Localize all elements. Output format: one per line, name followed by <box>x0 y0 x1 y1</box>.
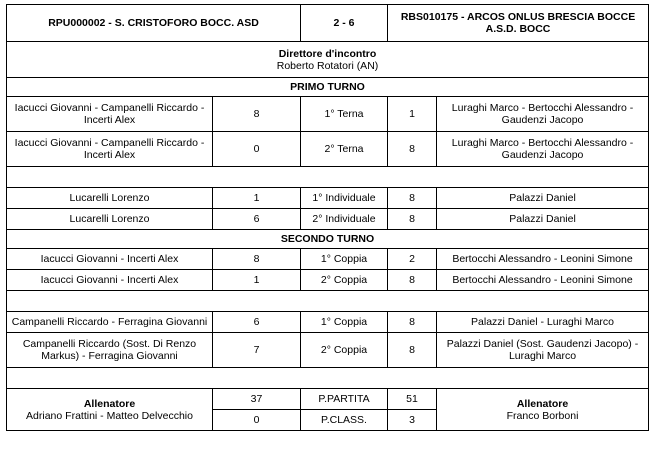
away-players: Bertocchi Alessandro - Leonini Simone <box>437 270 649 291</box>
home-players: Lucarelli Lorenzo <box>7 209 213 230</box>
match-report-sheet <box>6 4 648 451</box>
game-label: 2° Terna <box>301 132 388 167</box>
away-score: 8 <box>388 188 437 209</box>
home-score: 6 <box>213 312 301 333</box>
home-players: Iacucci Giovanni - Incerti Alex <box>7 249 213 270</box>
spacer-cell <box>7 291 649 312</box>
away-coach-label: Allenatore <box>516 397 569 410</box>
header-row <box>7 5 649 42</box>
away-score: 8 <box>388 270 437 291</box>
director-label: Direttore d'incontro <box>278 47 377 60</box>
home-score: 8 <box>213 97 301 132</box>
home-score: 0 <box>213 132 301 167</box>
home-players: Campanelli Riccardo - Ferragina Giovanni <box>7 312 213 333</box>
spacer-cell <box>7 368 649 389</box>
home-coach-names: Adriano Frattini - Matteo Delvecchio <box>26 409 193 422</box>
away-score: 2 <box>388 249 437 270</box>
game-label: 1° Terna <box>301 97 388 132</box>
first-round-title: PRIMO TURNO <box>7 78 649 97</box>
home-coach-label: Allenatore <box>83 397 136 410</box>
spacer-cell <box>7 167 649 188</box>
away-players: Luraghi Marco - Bertocchi Alessandro - Gaudenzi Jacopo <box>437 132 649 167</box>
director-cell <box>7 42 649 78</box>
table-row <box>7 209 649 230</box>
table-row <box>7 97 649 132</box>
spacer-row <box>7 167 649 188</box>
away-players: Palazzi Daniel <box>437 209 649 230</box>
home-partita-points: 37 <box>213 389 301 410</box>
away-players: Bertocchi Alessandro - Leonini Simone <box>437 249 649 270</box>
first-round-title-row <box>7 78 649 97</box>
away-players: Palazzi Daniel <box>437 188 649 209</box>
away-score: 8 <box>388 132 437 167</box>
footer-row-partita <box>7 389 649 410</box>
table-row <box>7 312 649 333</box>
game-label: 2° Individuale <box>301 209 388 230</box>
home-players: Iacucci Giovanni - Incerti Alex <box>7 270 213 291</box>
match-score: 2 - 6 <box>301 5 388 42</box>
away-class-points: 3 <box>388 410 437 431</box>
away-score: 8 <box>388 333 437 368</box>
second-round-title: SECONDO TURNO <box>7 230 649 249</box>
away-players: Palazzi Daniel (Sost. Gaudenzi Jacopo) - Luraghi Marco <box>437 333 649 368</box>
home-score: 6 <box>213 209 301 230</box>
home-coach-cell <box>7 389 213 431</box>
table-row <box>7 132 649 167</box>
spacer-row <box>7 291 649 312</box>
director-row <box>7 42 649 78</box>
match-report-table <box>6 4 649 431</box>
table-row <box>7 270 649 291</box>
home-class-points: 0 <box>213 410 301 431</box>
game-label: 1° Coppia <box>301 249 388 270</box>
director-name: Roberto Rotatori (AN) <box>276 59 379 72</box>
home-score: 1 <box>213 270 301 291</box>
spacer-row <box>7 368 649 389</box>
away-score: 8 <box>388 209 437 230</box>
away-partita-points: 51 <box>388 389 437 410</box>
away-players: Luraghi Marco - Bertocchi Alessandro - Gaudenzi Jacopo <box>437 97 649 132</box>
away-team-name: RBS010175 - ARCOS ONLUS BRESCIA BOCCE A.S.D. BOCC <box>388 5 649 42</box>
away-players: Palazzi Daniel - Luraghi Marco <box>437 312 649 333</box>
game-label: 2° Coppia <box>301 270 388 291</box>
game-label: 1° Individuale <box>301 188 388 209</box>
class-label: P.CLASS. <box>301 410 388 431</box>
away-coach-names: Franco Borboni <box>506 409 579 422</box>
table-row <box>7 249 649 270</box>
home-score: 8 <box>213 249 301 270</box>
home-players: Iacucci Giovanni - Campanelli Riccardo - Incerti Alex <box>7 97 213 132</box>
game-label: 1° Coppia <box>301 312 388 333</box>
home-players: Iacucci Giovanni - Campanelli Riccardo - Incerti Alex <box>7 132 213 167</box>
table-row <box>7 188 649 209</box>
home-players: Campanelli Riccardo (Sost. Di Renzo Markus) - Ferragina Giovanni <box>7 333 213 368</box>
away-score: 8 <box>388 312 437 333</box>
home-players: Lucarelli Lorenzo <box>7 188 213 209</box>
table-row <box>7 333 649 368</box>
away-coach-cell <box>437 389 649 431</box>
home-score: 7 <box>213 333 301 368</box>
home-team-name: RPU000002 - S. CRISTOFORO BOCC. ASD <box>7 5 301 42</box>
home-score: 1 <box>213 188 301 209</box>
away-score: 1 <box>388 97 437 132</box>
partita-label: P.PARTITA <box>301 389 388 410</box>
second-round-title-row <box>7 230 649 249</box>
game-label: 2° Coppia <box>301 333 388 368</box>
